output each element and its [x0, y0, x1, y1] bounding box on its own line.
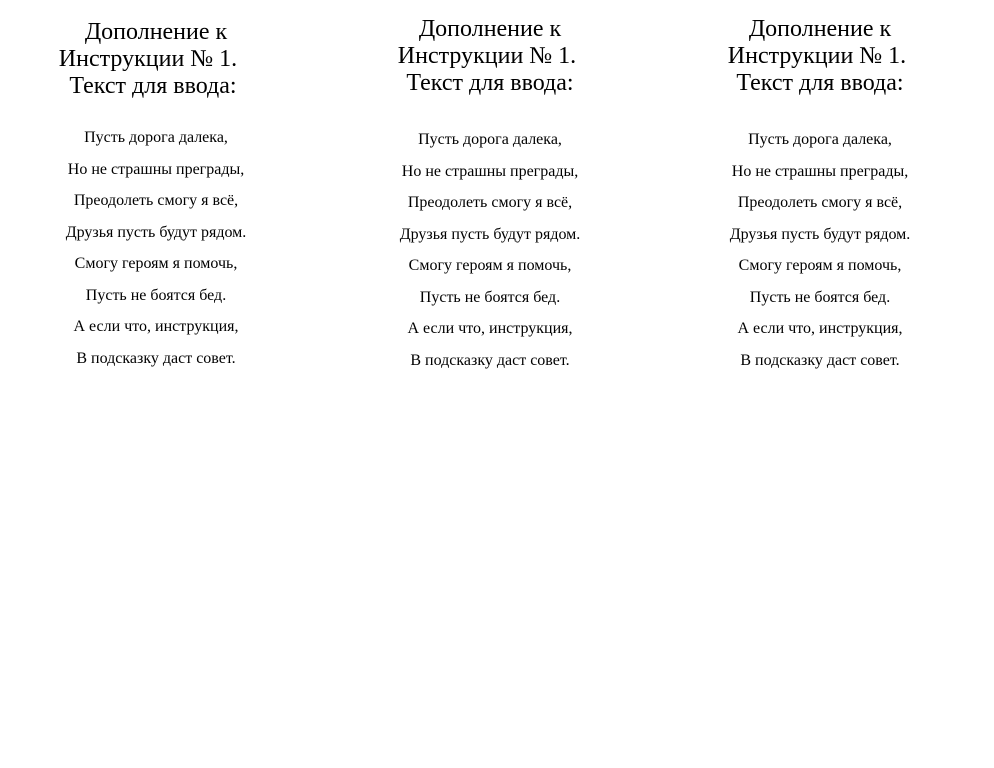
column-3 [670, 0, 970, 376]
poem-line: Смогу героям я помочь, [738, 257, 902, 274]
poem-text [670, 124, 970, 376]
heading-line: Дополнение к [418, 16, 562, 42]
heading-line: Текст для ввода: [406, 70, 574, 96]
heading-line: Инструкции № 1. [397, 43, 577, 69]
poem-line: А если что, инструкция, [407, 320, 573, 337]
poem-line: Пусть дорога далека, [748, 131, 892, 148]
poem-line: В подсказку даст совет. [410, 351, 570, 369]
poem-line: Преодолеть смогу я всё, [737, 194, 903, 211]
poem-line: Но не страшны преграды, [401, 162, 579, 180]
poem-line: Но не страшны преграды, [67, 160, 245, 178]
column-heading [670, 16, 970, 97]
poem-line: Преодолеть смогу я всё, [407, 194, 573, 211]
poem-line: А если что, инструкция, [73, 318, 239, 335]
column-heading [6, 19, 306, 100]
poem-line: Пусть не боятся бед. [85, 286, 227, 304]
heading-line: Текст для ввода: [69, 73, 237, 99]
heading-line: Дополнение к [84, 19, 228, 45]
heading-line: Инструкции № 1. [727, 43, 907, 69]
poem-line: Друзья пусть будут рядом. [729, 225, 911, 243]
poem-line: В подсказку даст совет. [740, 351, 900, 369]
heading-line: Дополнение к [748, 16, 892, 42]
poem-text [340, 124, 640, 376]
poem-line: А если что, инструкция, [737, 320, 903, 337]
poem-line: Пусть не боятся бед. [749, 288, 891, 306]
poem-line: Но не страшны преграды, [731, 162, 909, 180]
poem-line: Пусть дорога далека, [84, 129, 228, 146]
poem-line: Преодолеть смогу я всё, [73, 192, 239, 209]
column-heading [340, 16, 640, 97]
poem-line: Друзья пусть будут рядом. [65, 223, 247, 241]
column-2 [340, 0, 640, 376]
poem-line: В подсказку даст совет. [76, 349, 236, 367]
poem-line: Смогу героям я помочь, [408, 257, 572, 274]
poem-line: Друзья пусть будут рядом. [399, 225, 581, 243]
poem-line: Пусть дорога далека, [418, 131, 562, 148]
poem-line: Смогу героям я помочь, [74, 255, 238, 272]
heading-line: Инструкции № 1. [58, 46, 238, 72]
poem-line: Пусть не боятся бед. [419, 288, 561, 306]
poem-text [6, 122, 306, 374]
column-1 [6, 0, 306, 374]
heading-line: Текст для ввода: [736, 70, 904, 96]
